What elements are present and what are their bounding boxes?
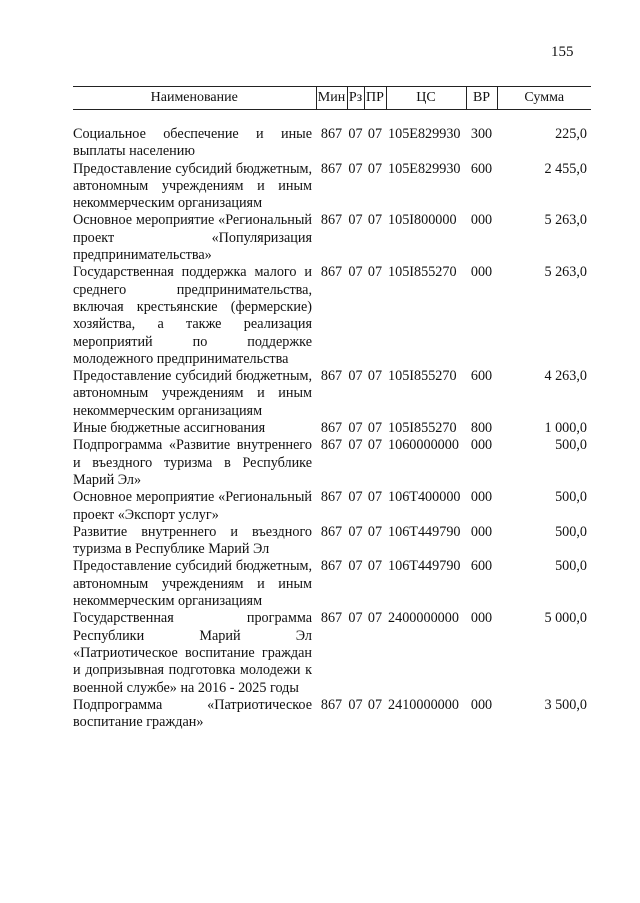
row-pr-cell: 07: [367, 558, 383, 575]
row-sum-cell: 225,0: [555, 126, 587, 142]
row-pr-cell: 07: [367, 126, 383, 142]
row-min-cell: 867: [320, 523, 343, 540]
row-pr-cell: 07: [367, 160, 383, 177]
row-sum-cell: 3 500,0: [544, 696, 587, 713]
row-rz-cell: 07: [348, 126, 363, 142]
row-name-cell: Подпрограмма «Патриотическое воспитание граждан»: [73, 696, 312, 731]
row-sum-cell: 5 000,0: [544, 610, 587, 627]
row-pr-cell: 07: [367, 264, 383, 281]
row-min-cell: 867: [320, 610, 343, 627]
row-cs-cell: 105I855270: [388, 264, 457, 281]
row-sum-cell: 500,0: [555, 437, 587, 454]
row-cs-cell: 105I855270: [388, 420, 457, 437]
row-rz-cell: 07: [348, 610, 363, 627]
row-pr-cell: 07: [367, 212, 383, 229]
row-min-cell: 867: [320, 264, 343, 281]
header-cs: ЦС: [386, 87, 466, 110]
row-name-cell: Предоставление субсидий бюджетным, автономным учреждениям и иным некоммерческим организациям: [73, 368, 312, 419]
row-name-cell: Иные бюджетные ассигнования: [73, 420, 266, 437]
table-row: [73, 697, 591, 732]
row-pr-cell: 07: [367, 368, 383, 385]
row-rz-cell: 07: [348, 437, 363, 454]
header-rz: Рз: [347, 87, 364, 110]
row-min-cell: 867: [320, 420, 343, 437]
row-sum-cell: 500,0: [555, 523, 587, 540]
row-pr-cell: 07: [367, 610, 383, 627]
row-cs-cell: 1060000000: [388, 437, 459, 454]
table-row: [73, 420, 591, 437]
row-rz-cell: 07: [348, 558, 363, 575]
row-rz-cell: 07: [348, 160, 363, 177]
header-sum: Сумма: [497, 87, 591, 110]
header-name: Наименование: [73, 87, 316, 110]
row-name-cell: Развитие внутреннего и въездного туризма в Республике Марий Эл: [73, 523, 312, 558]
row-rz-cell: 07: [348, 523, 363, 540]
table-body: [73, 110, 591, 732]
row-min-cell: 867: [320, 437, 343, 454]
row-sum-cell: 5 263,0: [544, 264, 587, 281]
row-rz-cell: 07: [348, 264, 363, 281]
row-name-cell: Подпрограмма «Развитие внутреннего и въездного туризма в Республике Марий Эл»: [73, 437, 312, 488]
table-header: [73, 87, 591, 110]
row-vr-cell: 000: [470, 696, 493, 713]
row-cs-cell: 105I855270: [388, 368, 457, 385]
row-rz-cell: 07: [348, 489, 363, 506]
row-cs-cell: 2410000000: [388, 696, 459, 713]
row-vr-cell: 600: [470, 160, 493, 177]
row-vr-cell: 000: [470, 264, 493, 281]
row-vr-cell: 000: [470, 523, 493, 540]
row-cs-cell: 105Е829930: [388, 126, 461, 142]
row-vr-cell: 000: [470, 212, 493, 229]
row-cs-cell: 2400000000: [388, 610, 459, 627]
row-sum-cell: 5 263,0: [544, 212, 587, 229]
row-cs-cell: 106Т449790: [388, 558, 461, 575]
row-min-cell: 867: [320, 368, 343, 385]
row-pr-cell: 07: [367, 523, 383, 540]
table-row: [73, 264, 591, 368]
table-row: [73, 489, 591, 524]
table-row: [73, 212, 591, 264]
page-number: 155: [551, 44, 574, 60]
row-name-cell: Основное мероприятие «Региональный проект «Экспорт услуг»: [73, 489, 312, 523]
row-pr-cell: 07: [367, 489, 383, 506]
row-pr-cell: 07: [367, 696, 383, 713]
table-row: [73, 161, 591, 213]
row-name-cell: Основное мероприятие «Региональный проект «Популяризация предпринимательства»: [73, 212, 312, 264]
row-pr-cell: 07: [367, 437, 383, 454]
row-rz-cell: 07: [348, 696, 363, 713]
row-min-cell: 867: [320, 489, 343, 506]
row-sum-cell: 2 455,0: [544, 160, 587, 177]
row-name-cell: Государственная программа Республики Марий Эл «Патриотическое воспитание граждан и допризывная подготовка молодежи к военной службе» на 2016 - 2025 годы: [73, 610, 312, 696]
header-pr: ПР: [364, 87, 386, 110]
row-cs-cell: 106Т449790: [388, 523, 461, 540]
row-vr-cell: 600: [470, 368, 493, 385]
header-vr: ВР: [466, 87, 497, 110]
row-name-cell: Социальное обеспечение и иные выплаты населению: [73, 126, 312, 160]
table-row: [73, 437, 591, 489]
row-min-cell: 867: [320, 126, 343, 142]
row-sum-cell: 500,0: [555, 558, 587, 575]
row-rz-cell: 07: [348, 420, 363, 437]
table-row: [73, 524, 591, 559]
row-sum-cell: 1 000,0: [544, 420, 587, 437]
table-row: [73, 368, 591, 420]
row-name-cell: Предоставление субсидий бюджетным, автономным учреждениям и иным некоммерческим организациям: [73, 558, 312, 610]
table-row: [73, 558, 591, 610]
row-min-cell: 867: [320, 696, 343, 713]
row-sum-cell: 4 263,0: [544, 368, 587, 385]
row-vr-cell: 000: [470, 610, 493, 627]
table-row: [73, 610, 591, 696]
row-name-cell: Государственная поддержка малого и среднего предпринимательства, включая крестьянские (фермерские) хозяйства, а также реализация мероприятий по поддержке молодежного предпринимательства: [73, 264, 312, 367]
row-vr-cell: 000: [470, 489, 493, 506]
row-vr-cell: 000: [470, 437, 493, 454]
row-sum-cell: 500,0: [555, 489, 587, 506]
row-min-cell: 867: [320, 212, 343, 229]
row-min-cell: 867: [320, 160, 343, 177]
row-cs-cell: 106Т400000: [388, 489, 461, 506]
row-pr-cell: 07: [367, 420, 383, 437]
header-min: Мин: [316, 87, 347, 110]
row-vr-cell: 300: [470, 126, 493, 142]
table-row: [73, 126, 591, 161]
row-vr-cell: 600: [470, 558, 493, 575]
row-rz-cell: 07: [348, 212, 363, 229]
row-vr-cell: 800: [470, 420, 493, 437]
budget-table: [73, 86, 591, 731]
row-cs-cell: 105Е829930: [388, 160, 461, 177]
row-name-cell: Предоставление субсидий бюджетным, автономным учреждениям и иным некоммерческим организациям: [73, 160, 312, 212]
row-cs-cell: 105I800000: [388, 212, 457, 229]
row-rz-cell: 07: [348, 368, 363, 385]
row-min-cell: 867: [320, 558, 343, 575]
